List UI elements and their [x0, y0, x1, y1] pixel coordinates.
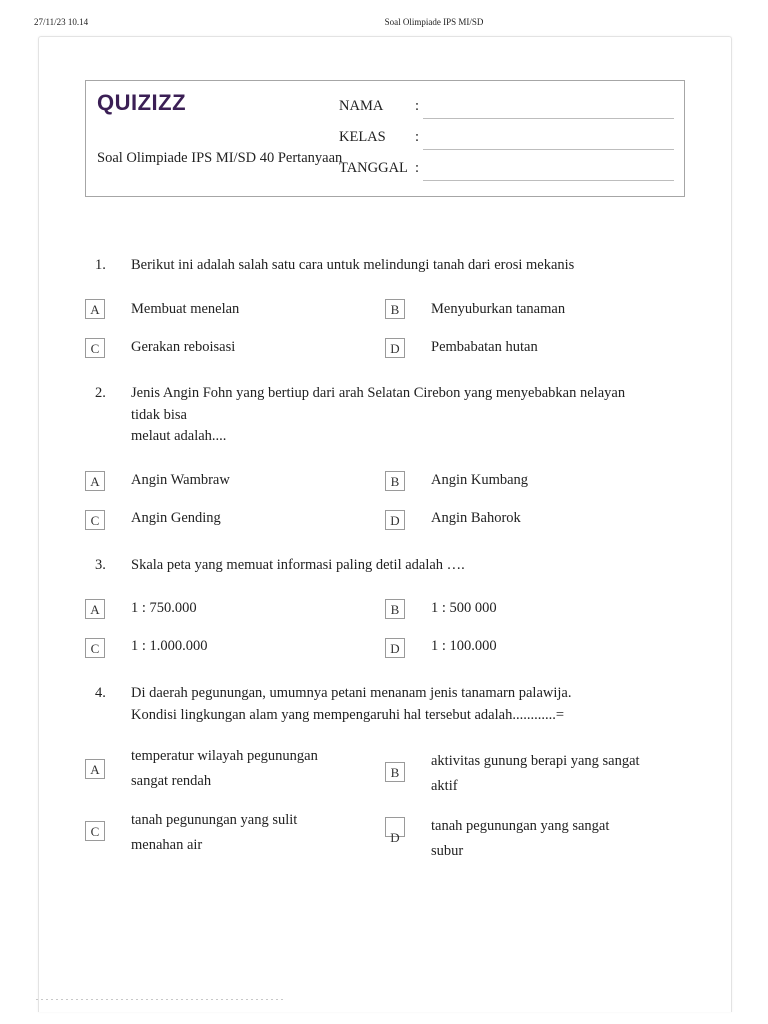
- option-d-text: [431, 335, 538, 360]
- name-field: [339, 98, 674, 120]
- option-line: 1 : 1.000.000: [131, 638, 208, 654]
- option-b-text: [431, 297, 565, 322]
- option-line: temperatur wilayah pegunungan: [131, 748, 318, 764]
- option-a-box[interactable]: A: [85, 599, 105, 619]
- name-label: NAMA: [339, 98, 384, 114]
- class-label: KELAS: [339, 129, 386, 145]
- question-text: [131, 683, 671, 726]
- option-line: 1 : 500 000: [431, 600, 497, 616]
- option-c-text: [131, 335, 235, 360]
- option-a-box[interactable]: A: [85, 299, 105, 319]
- student-info-box: [85, 80, 685, 197]
- class-line: [423, 149, 674, 150]
- class-field: [339, 129, 674, 151]
- question-line: melaut adalah....: [131, 428, 227, 444]
- option-b-text: [431, 468, 528, 493]
- question-line: Di daerah pegunungan, umumnya petani menanam jenis tanamarn palawija.: [131, 685, 572, 701]
- date-field: [339, 160, 674, 182]
- option-b-text: [431, 749, 640, 799]
- option-d-box[interactable]: D: [385, 817, 405, 837]
- option-line: aktif: [431, 778, 458, 794]
- option-c-box[interactable]: C: [85, 638, 105, 658]
- option-line: Angin Gending: [131, 510, 221, 526]
- question-line: Jenis Angin Fohn yang bertiup dari arah Selatan Cirebon yang menyebabkan nelayan: [131, 385, 626, 401]
- option-line: 1 : 750.000: [131, 600, 197, 616]
- option-a-box[interactable]: A: [85, 471, 105, 491]
- option-a-text: [131, 297, 239, 322]
- option-line: subur: [431, 843, 464, 859]
- question-line: tidak bisa: [131, 406, 187, 423]
- option-line: menahan air: [131, 837, 203, 853]
- option-d-text: [431, 814, 609, 864]
- quiz-title: Soal Olimpiade IPS MI/SD 40 Pertanyaan: [97, 150, 343, 166]
- quizizz-logo: QUIZIZZ: [97, 90, 187, 115]
- name-line: [423, 118, 674, 119]
- class-colon: :: [415, 129, 420, 145]
- option-line: sangat rendah: [131, 773, 212, 789]
- print-date: 27/11/23 10.14: [34, 17, 89, 27]
- option-line: Membuat menelan: [131, 301, 240, 317]
- question-line: Kondisi lingkungan alam yang mempengaruhi hal tersebut adalah............=: [131, 706, 565, 723]
- question-number: 4.: [95, 685, 106, 701]
- question-line: Berikut ini adalah salah satu cara untuk melindungi tanah dari erosi mekanis: [131, 257, 575, 273]
- option-b-box[interactable]: B: [385, 762, 405, 782]
- option-c-box[interactable]: C: [85, 821, 105, 841]
- option-line: Angin Bahorok: [431, 510, 521, 526]
- option-c-box[interactable]: C: [85, 338, 105, 358]
- date-colon: :: [415, 160, 420, 176]
- option-line: Angin Kumbang: [431, 472, 529, 488]
- print-header: [0, 17, 768, 31]
- question-line: Skala peta yang memuat informasi paling detil adalah ….: [131, 557, 465, 573]
- question-number: 3.: [95, 557, 106, 573]
- option-line: Pembabatan hutan: [431, 339, 538, 355]
- option-line: tanah pegunungan yang sangat: [431, 818, 610, 834]
- name-colon: :: [415, 98, 420, 114]
- option-line: Angin Wambraw: [131, 472, 230, 488]
- option-b-box[interactable]: B: [385, 599, 405, 619]
- option-c-box[interactable]: C: [85, 510, 105, 530]
- option-line: Gerakan reboisasi: [131, 339, 236, 355]
- option-line: aktivitas gunung berapi yang sangat: [431, 753, 640, 769]
- question-number: 1.: [95, 257, 106, 273]
- option-d-box[interactable]: D: [385, 338, 405, 358]
- question-text: [131, 555, 671, 577]
- option-b-box[interactable]: B: [385, 299, 405, 319]
- option-d-text: [431, 634, 497, 659]
- option-a-text: [131, 744, 318, 794]
- option-c-text: [131, 634, 208, 659]
- date-line: [423, 180, 674, 181]
- option-line: Menyuburkan tanaman: [431, 301, 566, 317]
- option-d-box[interactable]: D: [385, 510, 405, 530]
- option-b-box[interactable]: B: [385, 471, 405, 491]
- question-text: [131, 383, 671, 448]
- option-d-text: [431, 506, 521, 531]
- footer-artifact: [36, 998, 286, 1001]
- option-a-text: [131, 596, 197, 621]
- option-d-box[interactable]: D: [385, 638, 405, 658]
- date-label: TANGGAL: [339, 160, 408, 176]
- question-text: [131, 255, 671, 277]
- option-c-text: [131, 808, 297, 858]
- option-a-box[interactable]: A: [85, 759, 105, 779]
- option-a-text: [131, 468, 230, 493]
- question-number: 2.: [95, 385, 106, 401]
- option-line: 1 : 100.000: [431, 638, 497, 654]
- option-line: tanah pegunungan yang sulit: [131, 812, 298, 828]
- option-c-text: [131, 506, 221, 531]
- print-title: Soal Olimpiade IPS MI/SD: [384, 17, 484, 27]
- option-b-text: [431, 596, 497, 621]
